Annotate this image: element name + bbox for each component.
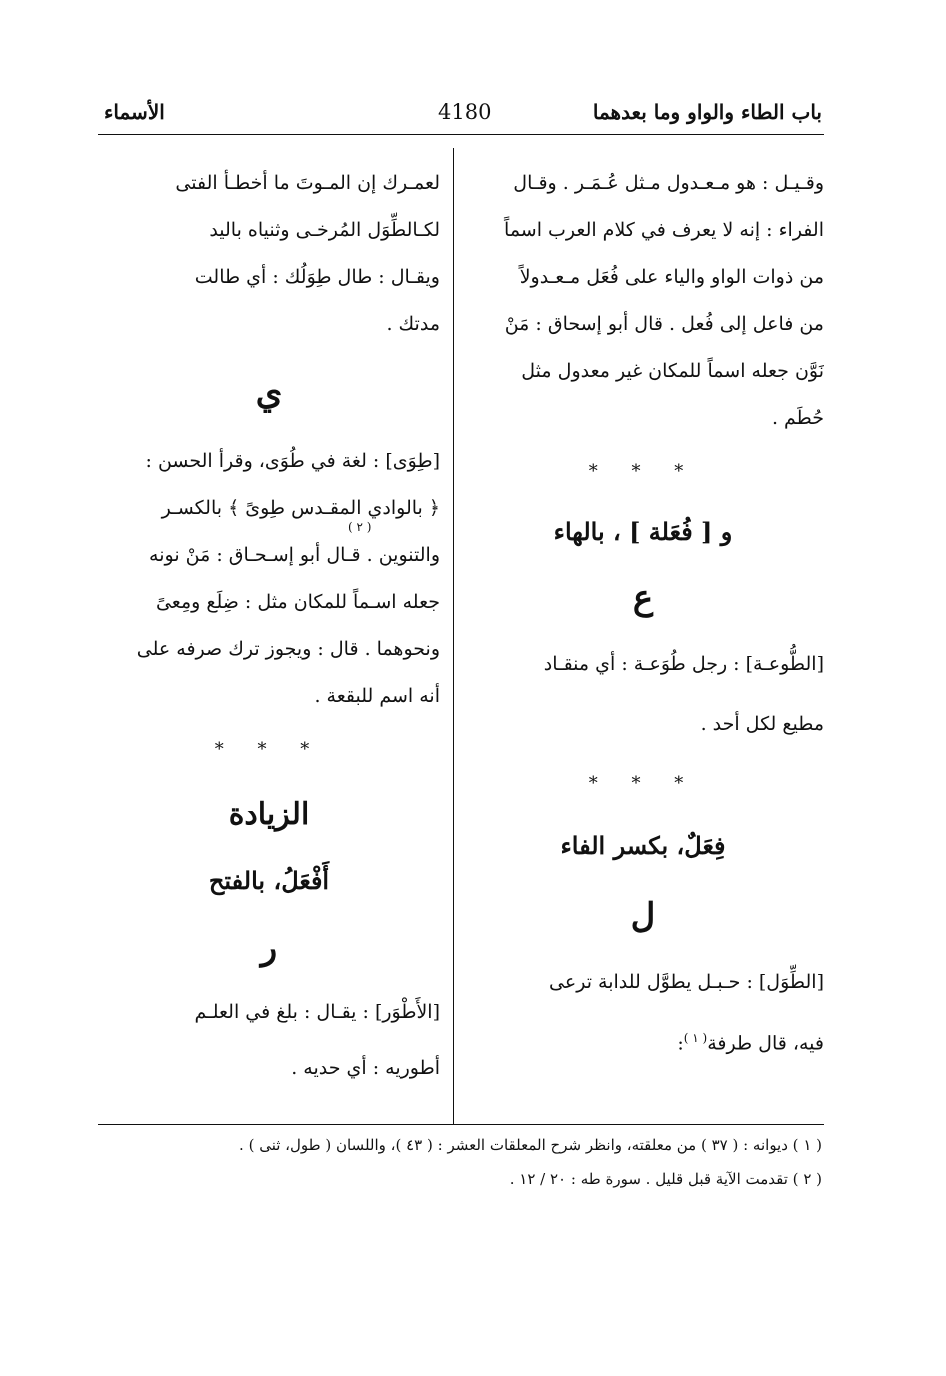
text-line: حُطَم . — [771, 407, 824, 429]
section-separator: * * * — [214, 739, 324, 760]
text-line: [طِوَى] : لغة في طُوَى، وقرأ الحسن : — [145, 450, 440, 472]
footnote: ( ١ ) ديوانه : ( ٣٧ ) من معلقته، وانظر شرح المعلقات العشر : ( ٤٣ )، واللسان ( طول، ثنى ) . — [239, 1136, 822, 1154]
text-line: أطوريه : أي حديه . — [291, 1057, 440, 1079]
text-line: ويقـال : طال طِوَلُك : أي طالت — [194, 266, 440, 288]
text-line: والتنوين . قـال أبو إسـحـاق : مَنْ نونه — [149, 544, 440, 566]
text-line: وقـيـل : هو مـعـدول مـثل عُـمَـر . وقـال — [513, 172, 824, 194]
text-fragment: فيه، قال طرفة — [707, 1032, 824, 1055]
root-letter: ر — [260, 928, 278, 968]
column-divider — [453, 148, 454, 1124]
header-rule — [98, 134, 824, 135]
section-separator: * * * — [588, 461, 698, 482]
running-header-section: الأسماء — [104, 100, 165, 124]
text-fragment: ﴿ بالوادي المقـدس طِوىً ﴾ بالكسـر — [161, 497, 440, 519]
section-heading-major: الزيادة — [228, 797, 310, 832]
text-fragment: : — [677, 1032, 684, 1055]
text-line: مطيع لكل أحد . — [700, 713, 824, 735]
section-heading: أَفْعَلُ، بالفتح — [208, 866, 330, 895]
text-line: أنه اسم للبقعة . — [314, 685, 440, 707]
root-letter: ي — [255, 373, 283, 413]
root-letter: ل — [630, 896, 656, 936]
text-line: [الطِّوَل] : حـبـل يطوَّل للدابة ترعى — [549, 971, 824, 993]
text-line: [الطُّوعـة] : رجل طُوَعـة : أي منقـاد — [543, 653, 824, 675]
left-column — [98, 160, 440, 1096]
running-header-chapter: باب الطاء والواو وما بعدهما — [592, 100, 822, 124]
verse-line: لعمـرك إن المـوتَ ما أخطـأ الفتى — [175, 172, 440, 194]
text-line: ونحوهما . قال : ويجوز ترك صرفه على — [136, 638, 440, 660]
section-heading: و [ فُعَلة ] ، بالهاء — [553, 517, 733, 546]
text-line: جعله اسـماً للمكان مثل : ضِلَع ومِعىً — [155, 591, 440, 613]
text-line: نَوَّن جعله اسماً للمكان غير معدول مثل — [521, 360, 824, 382]
text-line: الفراء : إنه لا يعرف في كلام العرب اسماً — [504, 219, 824, 241]
root-letter: ع — [632, 578, 654, 618]
verse-line: لكـالطِّوَل المُرخـى وثنياه باليد — [209, 219, 440, 241]
text-line: من ذوات الواو والياء على فُعَل مـعـدولاً — [519, 266, 824, 288]
text-line — [98, 485, 440, 532]
footnote-rule — [98, 1124, 824, 1125]
section-separator: * * * — [588, 773, 698, 794]
section-heading: فِعَلٌ، بكسر الفاء — [560, 831, 726, 860]
text-line: من فاعل إلى فُعل . قال أبو إسحاق : مَنْ — [504, 313, 824, 335]
right-column — [462, 160, 824, 1066]
text-line — [462, 1010, 824, 1066]
footnote-marker: ( ٢ ) — [348, 520, 372, 534]
footnote-marker: ( ١ ) — [683, 1031, 708, 1045]
text-line: مدتك . — [386, 313, 440, 335]
text-line: [الأَطْوَر] : يقـال : بلغ في العلـم — [194, 1001, 440, 1023]
page-number: 4180 — [438, 100, 492, 124]
footnote: ( ٢ ) تقدمت الآية قبل قليل . سورة طه : ٢٠ / ١٢ . — [509, 1170, 822, 1188]
